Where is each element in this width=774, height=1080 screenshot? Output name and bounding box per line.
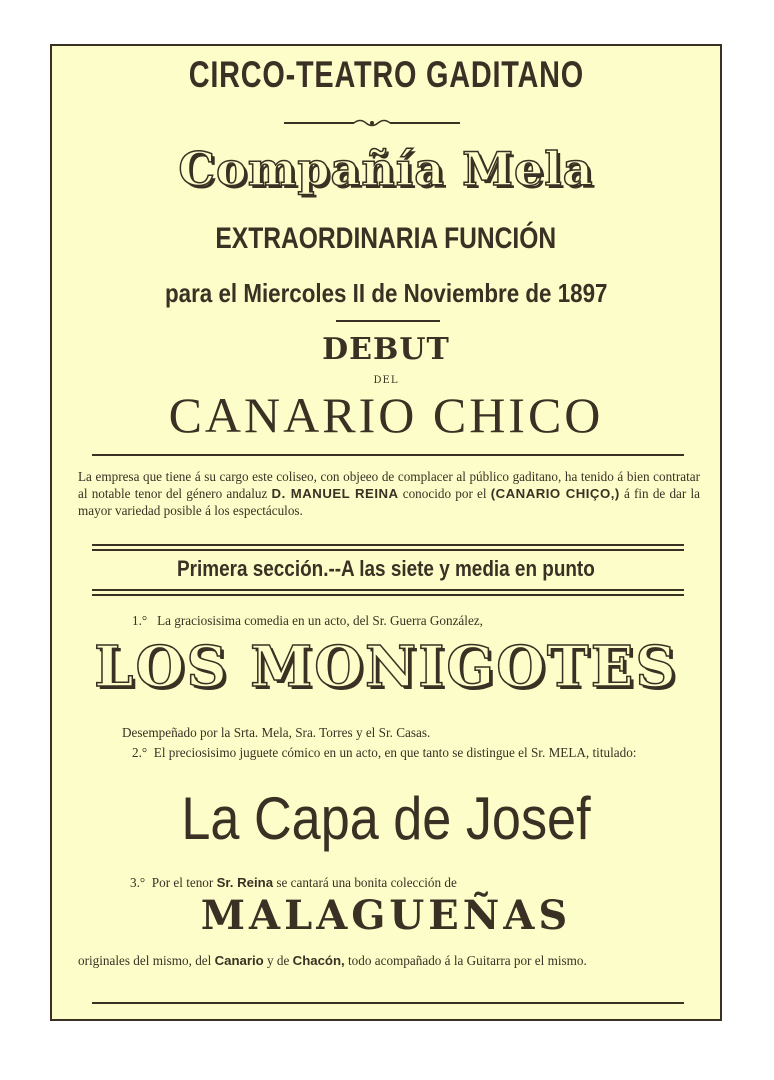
company-title: Compañía Mela [178, 142, 594, 196]
item-1-cast: Desempeñado por la Srta. Mela, Sra. Torres y el Sr. Casas. [122, 725, 431, 740]
item-3-intro [130, 874, 690, 891]
event-title: EXTRAORDINARIA FUNCIÓN [215, 222, 557, 255]
item-3-text-b: Sr. Reina [216, 875, 274, 890]
performer-name: CANARIO CHICO [168, 387, 604, 443]
intro-text-1: La empresa que tiene á su cargo este coliseo, con objeeo de complacer al público gaditano, ha tenido á bien contratar al notable tenor del género andaluz [78, 469, 700, 501]
item-1-text: La graciosisima comedia en un acto, del Sr. Guerra González, [157, 613, 483, 628]
poster [50, 44, 722, 1021]
divider [92, 589, 684, 591]
short-divider [336, 320, 440, 322]
section-heading: Primera sección.--A las siete y media en punto [177, 556, 595, 581]
event-date: para el Miercoles II de Noviembre de 1897 [164, 278, 608, 308]
event-line [52, 222, 720, 256]
item-1-title: LOS MONIGOTES [94, 634, 678, 700]
section-line [52, 556, 720, 582]
item-3-text-a: Por el tenor [151, 875, 217, 890]
item-3-after-d: Chacón, [292, 953, 345, 968]
intro-name: D. MANUEL REINA [271, 486, 399, 501]
intro-alias: (CANARIO CHIÇO,) [490, 486, 620, 501]
bottom-divider [92, 1002, 684, 1004]
item-3-after-c: y de [263, 953, 293, 968]
item-3-title: MALAGUEÑAS [200, 892, 572, 939]
item-2-intro [112, 744, 692, 761]
item-2-number: 2.° [132, 745, 148, 760]
debut-label: DEBUT [322, 332, 450, 367]
item-3-after-a: originales del mismo, del [78, 953, 215, 968]
divider [92, 549, 684, 551]
item-3-after-b: Canario [214, 953, 264, 968]
item-3-after-e: todo acompañado á la Guitarra por el mismo. [344, 953, 587, 968]
divider [92, 544, 684, 546]
item-1-number: 1.° [132, 613, 148, 628]
item-3-number: 3.° [130, 875, 146, 890]
item-3-text-c: se cantará una bonita colección de [273, 875, 457, 890]
ornament-divider [284, 118, 460, 128]
item-1-intro [132, 612, 692, 629]
intro-text-2: conocido por el [398, 486, 491, 501]
divider [92, 594, 684, 596]
item-3-details [78, 952, 698, 969]
venue-line [52, 46, 720, 95]
intro-paragraph [78, 468, 700, 519]
item-2-title: La Capa de Josef [181, 785, 591, 852]
date-line [52, 278, 720, 309]
intro-text-3: á fin de dar la mayor variedad posible á los espectáculos. [78, 486, 700, 518]
item-2-text: El preciosisimo juguete cómico en un acto, en que tanto se distingue el Sr. MELA, titulado: [153, 745, 637, 760]
venue-title: CIRCO-TEATRO GADITANO [188, 54, 584, 95]
divider [92, 454, 684, 456]
del-label: DEL [373, 375, 399, 386]
